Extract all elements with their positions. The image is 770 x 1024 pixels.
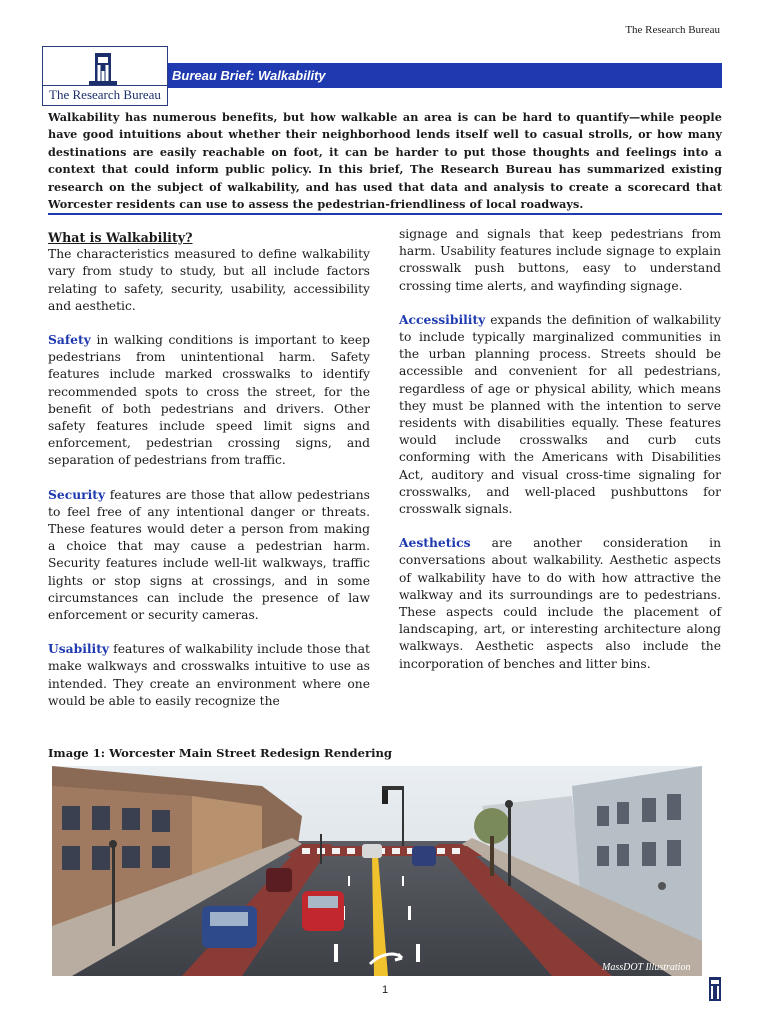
term-security: Security xyxy=(48,486,106,502)
page-title: Bureau Brief: Walkability xyxy=(166,63,722,88)
header-org-name: The Research Bureau xyxy=(625,24,720,36)
term-aesthetics: Aesthetics xyxy=(399,535,471,551)
intro-divider xyxy=(48,213,722,215)
security-text: features are those that allow pedestrians to feel free of any intentional danger or threats. These features would deter a person from making a choice that may cause a pedestrian harm. Security features include well-lit walkways, traffic lights or stop signs at crossings, and in some circumstances can include the presence of law enforcement or security cameras. xyxy=(48,487,370,623)
term-accessibility: Accessibility xyxy=(399,311,486,327)
page-number: 1 xyxy=(381,984,389,996)
image-credit: MassDOT Illustration xyxy=(602,962,691,973)
image-caption: Image 1: Worcester Main Street Redesign Rendering xyxy=(48,746,393,760)
section-heading-what-is-walkability: What is Walkability? xyxy=(48,230,193,245)
street-rendering-image xyxy=(52,766,702,976)
usability-text: features of walkability include those that make walkways and crosswalks intuitive to use as intended. They create an environment where one would be able to easily recognize the xyxy=(48,642,370,708)
building-emblem-icon xyxy=(83,51,123,87)
term-usability: Usability xyxy=(48,641,110,657)
security-paragraph xyxy=(48,486,370,625)
usability-continued-paragraph: signage and signals that keep pedestrians from harm. Usability features include signage to explain crosswalk push buttons, easy to understand crossing time alerts, and wayfinding signage. xyxy=(399,227,721,293)
footer-building-emblem-icon xyxy=(704,976,726,1002)
aesthetics-paragraph xyxy=(399,534,721,673)
safety-paragraph xyxy=(48,331,370,470)
definition-paragraph: The characteristics measured to define walkability vary from study to study, but all include factors relating to safety, security, usability, accessibility and aesthetic. xyxy=(48,247,370,313)
term-safety: Safety xyxy=(48,332,91,348)
aesthetics-text: are another consideration in conversations about walkability. Aesthetic aspects of walkability have to do with how attractive the walkway and its surroundings are to pedestrians. These aspects could include the placement of landscaping, art, or interesting architecture along walkways. Aesthetic aspects also include the incorporation of benches and litter bins. xyxy=(399,536,721,671)
left-column xyxy=(48,226,370,726)
accessibility-text: expands the definition of walkability to include typically marginalized communities in the urban planning process. Streets should be accessible and convenient for all pedestrians, regardless of age or physical ability, which means they must be planned with the intention to serve residents with disabilities equally. These features would include crosswalks and curb cuts conforming with the Americans with Disabilities Act, auditory and visual cross-time signaling for crosswalks, and well-placed pushbuttons for crosswalk signals. xyxy=(399,312,721,517)
street-rendering-illustration xyxy=(52,766,702,976)
logo-text: The Research Bureau xyxy=(43,85,167,103)
right-column xyxy=(399,226,721,689)
accessibility-paragraph xyxy=(399,311,721,518)
intro-paragraph: Walkability has numerous benefits, but how walkable an area is can be hard to quantify—while people have good intuitions about whether their neighborhood lends itself well to casual strolls, or how many destinations are easily reachable on foot, it can be harder to put those thoughts and feelings into a context that could inform public policy. In this brief, The Research Bureau has summarized existing research on the subject of walkability, and has used that data and analysis to create a scorecard that Worcester residents can use to assess the pedestrian-friendliness of local roadways. xyxy=(48,110,722,212)
safety-text: in walking conditions is important to keep pedestrians from unintentional harm. Safety features include marked crosswalks to identify recommended spots to cross the street, for the benefit of both pedestrians and drivers. Other safety features include speed limit signs and enforcement, pedestrian crossing signs, and separation of pedestrians from traffic. xyxy=(48,333,370,468)
research-bureau-logo xyxy=(42,46,168,106)
usability-paragraph xyxy=(48,640,370,710)
